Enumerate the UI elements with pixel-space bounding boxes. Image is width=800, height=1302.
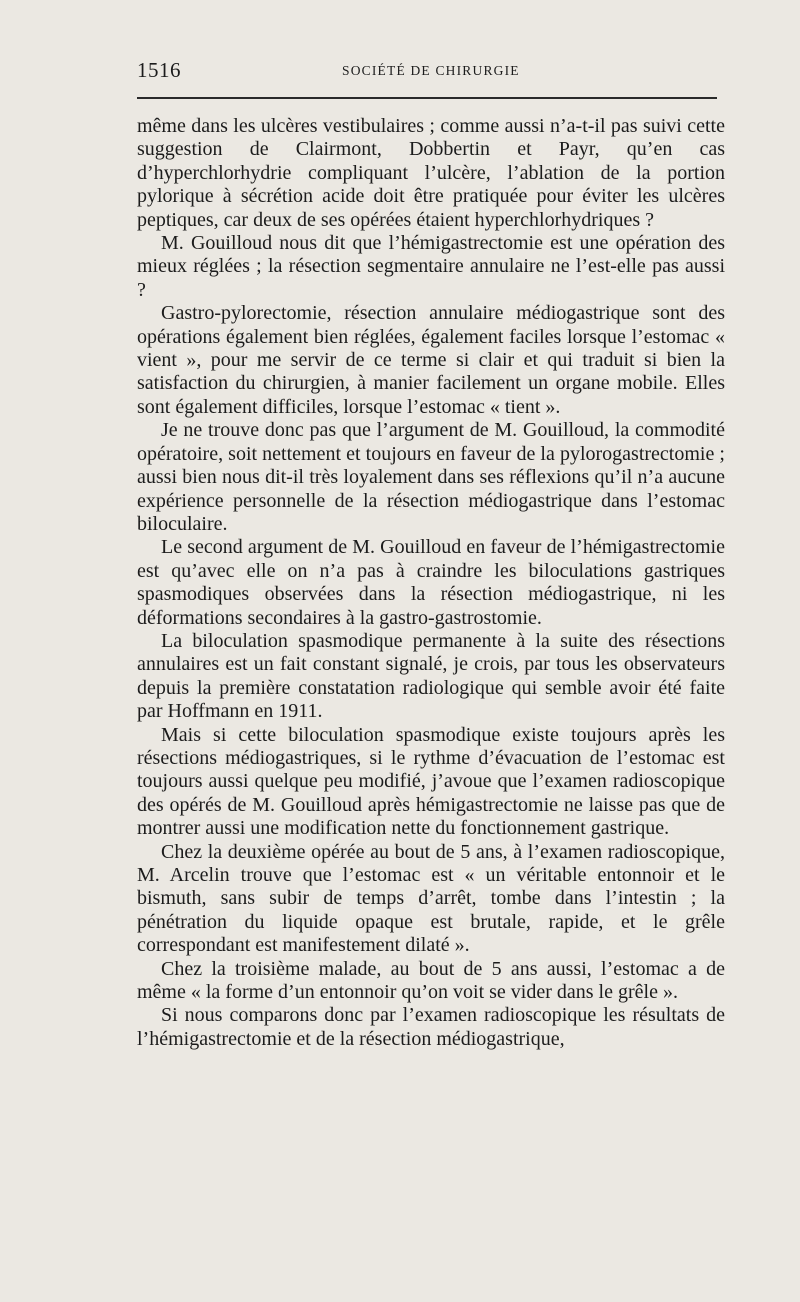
body-text (137, 115, 725, 1051)
paragraph-9: Chez la troisième malade, au bout de 5 ans aussi, l’estomac a de même « la forme d’un entonnoir qu’on voit se vider dans le grêle ». (137, 957, 725, 1004)
paragraph-6: La biloculation spasmodique permanente à la suite des résections annulaires est un fait constant signalé, je crois, par tous les observateurs depuis la première constatation radiologique qui semble avoir été faite par Hoffmann en 1911. (137, 629, 725, 723)
paragraph-8: Chez la deuxième opérée au bout de 5 ans, à l’examen radioscopique, M. Arcelin trouve que l’estomac est « un véritable entonnoir et le bismuth, sans subir de temps d’arrêt, tombe dans l’intestin ; la pénétration du liquide opaque est brutale, rapide, et le grêle correspondant est manifestement dilaté ». (137, 840, 725, 957)
paragraph-7: Mais si cette biloculation spasmodique existe toujours après les résections médiogastriques, si le rythme d’évacuation de l’estomac est toujours aussi quelque peu modifié, j’avoue que l’examen radioscopique des opérés de M. Gouilloud après hémigastrectomie ne laisse pas que de montrer aussi une modification nette du fonctionnement gastrique. (137, 723, 725, 840)
header-rule (137, 97, 717, 99)
paragraph-3: Gastro-pylorectomie, résection annulaire médiogastrique sont des opérations également bien réglées, également faciles lorsque l’estomac « vient », pour me servir de ce terme si clair et qui traduit si bien la satisfaction du chirurgien, à manier facilement un organe mobile. Elles sont également difficiles, lorsque l’estomac « tient ». (137, 302, 725, 418)
running-head: SOCIÉTÉ DE CHIRURGIE (342, 63, 520, 78)
paragraph-4: Je ne trouve donc pas que l’argument de M. Gouilloud, la commodité opératoire, soit nettement et toujours en faveur de la pylorogastrectomie ; aussi bien nous dit-il très loyalement dans ses réflexions qu’il n’a aucune expérience personnelle de la résection médiogastrique dans l’estomac biloculaire. (137, 419, 725, 535)
paragraph-2: M. Gouilloud nous dit que l’hémigastrectomie est une opération des mieux réglées ; la résection segmentaire annulaire ne l’est-elle pas aussi ? (137, 232, 725, 301)
page-header (137, 58, 717, 88)
paragraph-1: même dans les ulcères vestibulaires ; comme aussi n’a-t-il pas suivi cette suggestion de Clairmont, Dobbertin et Payr, qu’en cas d’hyperchlorhydrie compliquant l’ulcère, l’ablation de la portion pylorique à sécrétion acide doit être pratiquée pour éviter les ulcères peptiques, car deux de ses opérées étaient hyperchlorhydriques ? (137, 115, 725, 231)
paragraph-10: Si nous comparons donc par l’examen radioscopique les résultats de l’hémigastrectomie et de la résection médiogastrique, (137, 1004, 725, 1050)
paragraph-5: Le second argument de M. Gouilloud en faveur de l’hémigastrectomie est qu’avec elle on n’a pas à craindre les biloculations gastriques spasmodiques observées dans la résection médiogastrique, ni les déformations secondaires à la gastro-gastrostomie. (137, 536, 725, 629)
page-number: 1516 (137, 58, 181, 82)
